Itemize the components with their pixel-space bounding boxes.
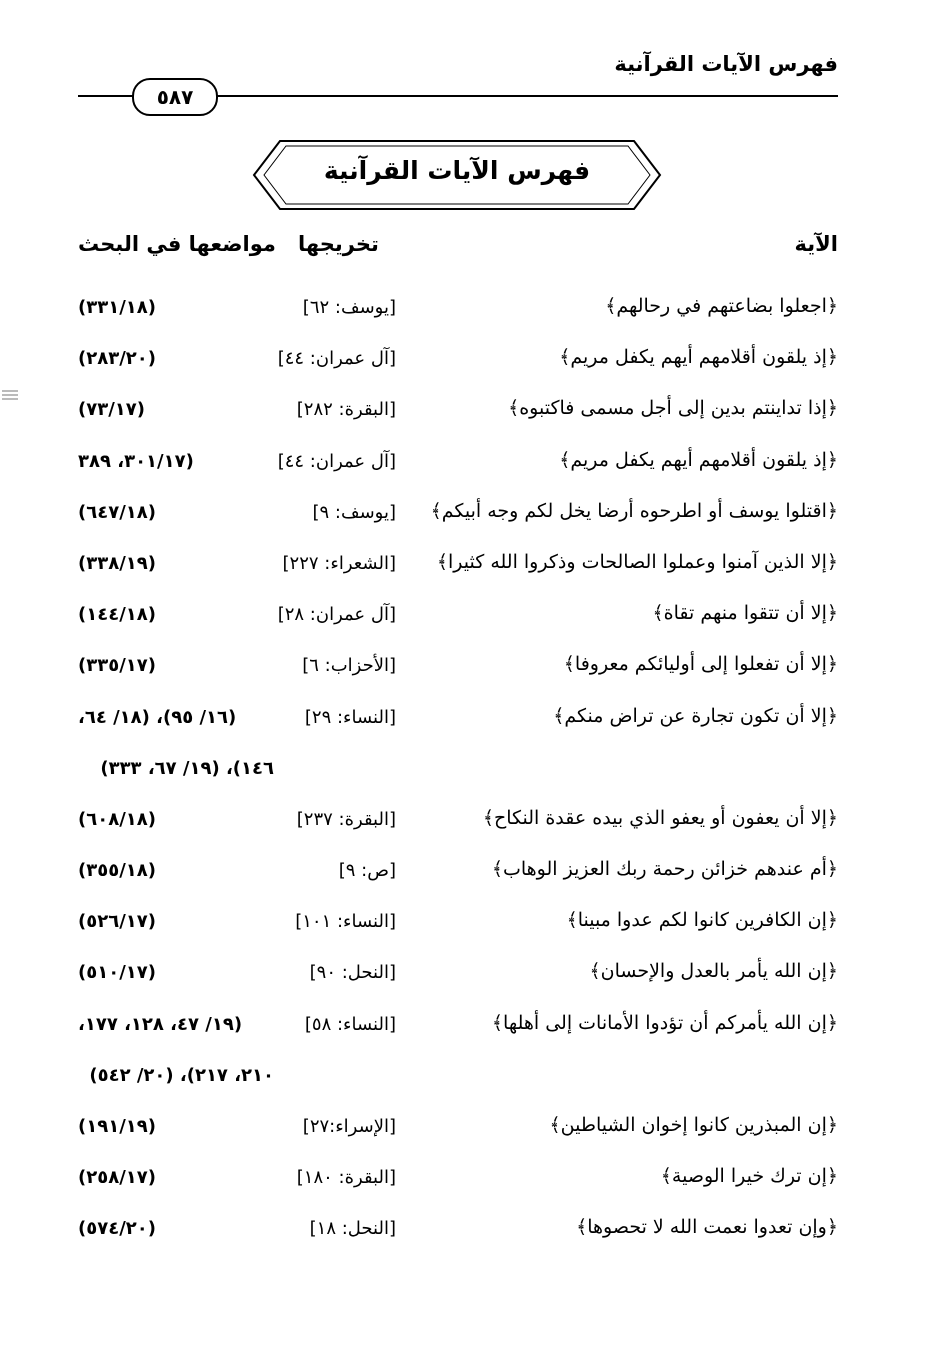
index-row — [0, 1206, 926, 1257]
index-row-continuation — [0, 1053, 926, 1104]
index-row — [0, 1104, 926, 1155]
ayah-source: [الشعراء: ٢٢٧] — [282, 552, 396, 574]
ayah-text: ﴿إن الله يأمر بالعدل والإحسان﴾ — [589, 960, 838, 983]
ayah-source: [البقرة: ٢٨٢] — [296, 399, 396, 421]
page-number: ٥٨٧ — [132, 78, 218, 116]
ayah-locations: (٦٤٧/١٨) — [78, 501, 156, 523]
ayah-source: [النساء: ١٠١] — [295, 911, 396, 933]
ayah-index-list — [0, 285, 926, 1258]
page-title: فهرس الآيات القرآنية — [323, 156, 591, 185]
ayah-text: ﴿إن الكافرين كانوا لكم عدوا مبينا﴾ — [566, 909, 838, 932]
ayah-source: [البقرة: ١٨٠] — [296, 1167, 396, 1189]
index-row — [0, 797, 926, 848]
ayah-locations: (٥١٠/١٧) — [78, 962, 156, 984]
ayah-locations: (٦٠٨/١٨) — [78, 808, 156, 830]
ayah-locations: (١٤٤/١٨) — [78, 604, 156, 626]
ayah-locations: (٣٥٥/١٨) — [78, 860, 156, 882]
ayah-text: ﴿إذا تداينتم بدين إلى أجل مسمى فاكتبوه﴾ — [508, 397, 838, 420]
title-frame — [250, 138, 664, 212]
ayah-text: ﴿إن المبذرين كانوا إخوان الشياطين﴾ — [549, 1114, 838, 1136]
index-row — [0, 541, 926, 592]
ayah-text: ﴿إلا أن تكون تجارة عن تراض منكم﴾ — [553, 704, 838, 727]
ayah-locations: (٧٣/١٧) — [78, 399, 145, 421]
ayah-source: [البقرة: ٢٣٧] — [296, 808, 396, 830]
index-row — [0, 848, 926, 899]
index-row — [0, 695, 926, 746]
ayah-locations: (٣٣١/١٨) — [78, 297, 156, 318]
running-title: فهرس الآيات القرآنية — [614, 52, 838, 76]
ayah-locations: (٥٧٤/٢٠) — [78, 1218, 156, 1240]
ayah-source: [الإسراء:٢٧] — [302, 1116, 396, 1137]
ayah-locations: (٥٢٦/١٧) — [78, 911, 156, 933]
ayah-locations: (١٦/ ٩٥)، (١٨/ ٦٤، — [78, 706, 237, 728]
ayah-locations: (٣٣٥/١٧) — [78, 655, 156, 677]
index-row — [0, 643, 926, 694]
ayah-text: ﴿اجعلوا بضاعتهم في رحالهم﴾ — [605, 295, 838, 317]
column-header-ayah: الآية — [794, 232, 838, 256]
ayah-source: [النساء: ٥٨] — [304, 1013, 396, 1035]
ayah-text: ﴿إلا أن يعفون أو يعفو الذي بيده عقدة النكاح﴾ — [482, 806, 838, 829]
ayah-text: ﴿أم عندهم خزائن رحمة ربك العزيز الوهاب﴾ — [491, 858, 838, 881]
index-row — [0, 899, 926, 950]
index-row — [0, 950, 926, 1001]
index-row — [0, 336, 926, 387]
ayah-text: ﴿وإن تعدوا نعمت الله لا تحصوها﴾ — [576, 1216, 838, 1239]
ayah-locations: (١٩/ ٤٧، ١٢٨، ١٧٧، — [78, 1013, 243, 1035]
index-row — [0, 592, 926, 643]
ayah-source: [ص: ٩] — [338, 860, 396, 882]
ayah-locations: (٢٨٣/٢٠) — [78, 348, 156, 370]
ayah-locations: (١٩١/١٩) — [78, 1116, 156, 1137]
index-row — [0, 1155, 926, 1206]
column-header-takhrij: تخريجها — [298, 232, 379, 256]
index-row — [0, 285, 926, 336]
ayah-source: [آل عمران: ٢٨] — [277, 604, 396, 626]
index-row — [0, 439, 926, 490]
index-row — [0, 1002, 926, 1053]
column-header-locations: مواضعها في البحث — [78, 232, 276, 256]
ayah-locations-continued: ١٤٦)، (١٩/ ٦٧، ٣٣٣) — [100, 757, 274, 779]
ayah-locations-continued: ٢١٠، ٢١٧)، (٢٠/ ٥٤٢) — [89, 1064, 274, 1086]
ayah-text: ﴿إذ يلقون أقلامهم أيهم يكفل مريم﴾ — [559, 448, 838, 471]
ayah-source: [آل عمران: ٤٤] — [277, 450, 396, 472]
ayah-text: ﴿إلا الذين آمنوا وعملوا الصالحات وذكروا الله كثيرا﴾ — [436, 550, 838, 573]
ayah-text: ﴿إن الله يأمركم أن تؤدوا الأمانات إلى أهلها﴾ — [491, 1011, 838, 1034]
ayah-text: ﴿اقتلوا يوسف أو اطرحوه أرضا يخل لكم وجه أبيكم﴾ — [430, 499, 838, 522]
ayah-text: ﴿إلا أن تتقوا منهم تقاة﴾ — [652, 602, 838, 625]
ayah-locations: (٣٣٨/١٩) — [78, 552, 156, 574]
index-row-continuation — [0, 746, 926, 797]
index-row — [0, 387, 926, 438]
index-row — [0, 490, 926, 541]
ayah-locations: (٣٠١/١٧، ٣٨٩ — [78, 450, 194, 472]
ayah-locations: (٢٥٨/١٧) — [78, 1167, 156, 1189]
ayah-source: [النحل: ١٨] — [309, 1218, 396, 1240]
ayah-source: [النحل: ٩٠] — [309, 962, 396, 984]
ayah-source: [يوسف: ٦٢] — [302, 297, 396, 318]
ayah-source: [يوسف: ٩] — [312, 501, 396, 523]
ayah-text: ﴿إن ترك خيرا الوصية﴾ — [660, 1165, 838, 1188]
ayah-source: [النساء: ٢٩] — [304, 706, 396, 728]
ayah-source: [الأحزاب: ٦] — [302, 655, 396, 677]
ayah-source: [آل عمران: ٤٤] — [277, 348, 396, 370]
ayah-text: ﴿إذ يلقون أقلامهم أيهم يكفل مريم﴾ — [559, 346, 838, 369]
ayah-text: ﴿إلا أن تفعلوا إلى أوليائكم معروفا﴾ — [563, 653, 838, 676]
